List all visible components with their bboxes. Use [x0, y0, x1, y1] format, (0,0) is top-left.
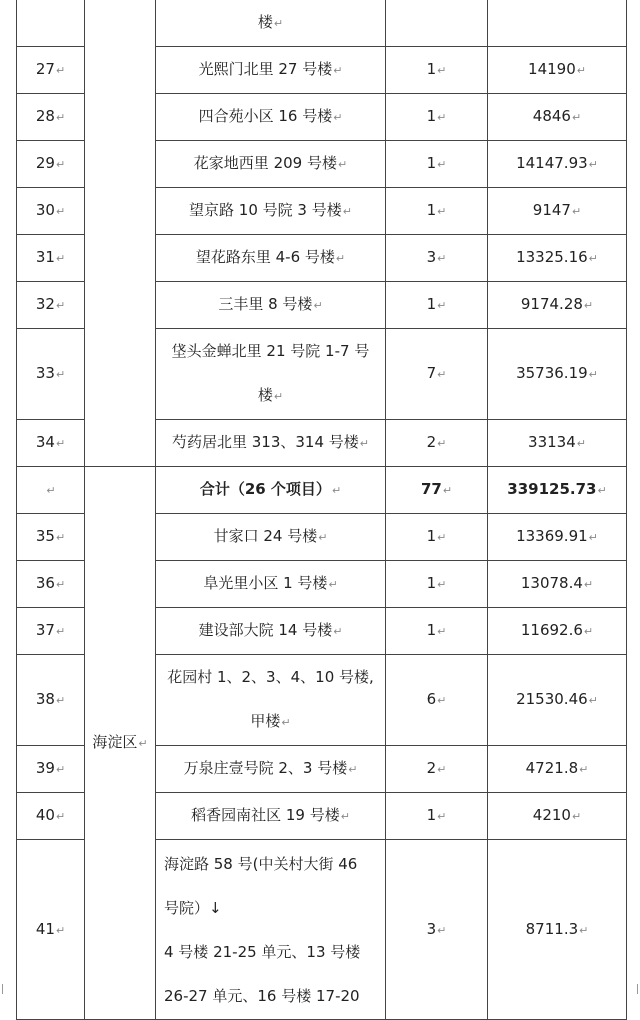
count-cell: 1↵ [386, 561, 488, 608]
no-cell: 28↵ [17, 94, 85, 141]
name-cell: 四合苑小区 16 号楼↵ [156, 94, 386, 141]
total-area-cell: 339125.73↵ [488, 467, 627, 514]
count-cell: 1↵ [386, 608, 488, 655]
name-cell: 稻香园南社区 19 号楼↵ [156, 793, 386, 840]
no-cell: 30↵ [17, 188, 85, 235]
no-cell: 29↵ [17, 141, 85, 188]
name-cell: 芍药居北里 313、314 号楼↵ [156, 420, 386, 467]
area-cell: 13078.4↵ [488, 561, 627, 608]
count-cell: 1↵ [386, 188, 488, 235]
area-cell [488, 0, 627, 47]
page-corner-mark [2, 984, 13, 994]
name-cell: 光熙门北里 27 号楼↵ [156, 47, 386, 94]
total-row [17, 467, 627, 514]
count-cell: 1↵ [386, 94, 488, 141]
no-cell: 38↵ [17, 655, 85, 746]
project-table [16, 0, 627, 1020]
no-cell: 32↵ [17, 282, 85, 329]
area-cell: 14190↵ [488, 47, 627, 94]
no-cell [17, 0, 85, 47]
no-cell: ↵ [17, 467, 85, 514]
count-cell: 3↵ [386, 840, 488, 1020]
area-cell: 13369.91↵ [488, 514, 627, 561]
area-cell: 13325.16↵ [488, 235, 627, 282]
area-cell: 33134↵ [488, 420, 627, 467]
name-cell: 楼↵ [156, 0, 386, 47]
table-row [17, 0, 627, 47]
count-cell: 1↵ [386, 282, 488, 329]
area-cell: 4846↵ [488, 94, 627, 141]
area-cell: 14147.93↵ [488, 141, 627, 188]
area-cell: 4210↵ [488, 793, 627, 840]
name-cell: 花家地西里 209 号楼↵ [156, 141, 386, 188]
name-cell: 甘家口 24 号楼↵ [156, 514, 386, 561]
no-cell: 40↵ [17, 793, 85, 840]
page-corner-mark [627, 984, 638, 994]
district-cell: 海淀区↵ [85, 467, 156, 1020]
no-cell: 34↵ [17, 420, 85, 467]
area-cell: 11692.6↵ [488, 608, 627, 655]
total-count-cell: 77↵ [386, 467, 488, 514]
count-cell: 3↵ [386, 235, 488, 282]
count-cell: 2↵ [386, 746, 488, 793]
area-cell: 21530.46↵ [488, 655, 627, 746]
count-cell: 1↵ [386, 793, 488, 840]
name-cell: 花园村 1、2、3、4、10 号楼, 甲楼↵ [156, 655, 386, 746]
no-cell: 41↵ [17, 840, 85, 1020]
no-cell: 33↵ [17, 329, 85, 420]
no-cell: 35↵ [17, 514, 85, 561]
name-cell: 三丰里 8 号楼↵ [156, 282, 386, 329]
no-cell: 31↵ [17, 235, 85, 282]
no-cell: 36↵ [17, 561, 85, 608]
count-cell: 1↵ [386, 47, 488, 94]
name-cell: 垡头金蝉北里 21 号院 1-7 号 楼↵ [156, 329, 386, 420]
count-cell: 1↵ [386, 514, 488, 561]
area-cell: 35736.19↵ [488, 329, 627, 420]
count-cell: 1↵ [386, 141, 488, 188]
name-cell: 望京路 10 号院 3 号楼↵ [156, 188, 386, 235]
no-cell: 37↵ [17, 608, 85, 655]
area-cell: 9174.28↵ [488, 282, 627, 329]
area-cell: 8711.3↵ [488, 840, 627, 1020]
area-cell: 4721.8↵ [488, 746, 627, 793]
name-cell: 万泉庄壹号院 2、3 号楼↵ [156, 746, 386, 793]
no-cell: 39↵ [17, 746, 85, 793]
count-cell: 2↵ [386, 420, 488, 467]
name-cell: 建设部大院 14 号楼↵ [156, 608, 386, 655]
name-cell: 阜光里小区 1 号楼↵ [156, 561, 386, 608]
area-cell: 9147↵ [488, 188, 627, 235]
no-cell: 27↵ [17, 47, 85, 94]
count-cell [386, 0, 488, 47]
name-cell: 望花路东里 4-6 号楼↵ [156, 235, 386, 282]
name-cell: 海淀路 58 号(中关村大街 46 号院）↓ 4 号楼 21-25 单元、13 号楼 26-27 单元、16 号楼 17-20 [156, 840, 386, 1020]
total-label-cell: 合计（26 个项目）↵ [156, 467, 386, 514]
district-cell [85, 0, 156, 467]
count-cell: 7↵ [386, 329, 488, 420]
count-cell: 6↵ [386, 655, 488, 746]
